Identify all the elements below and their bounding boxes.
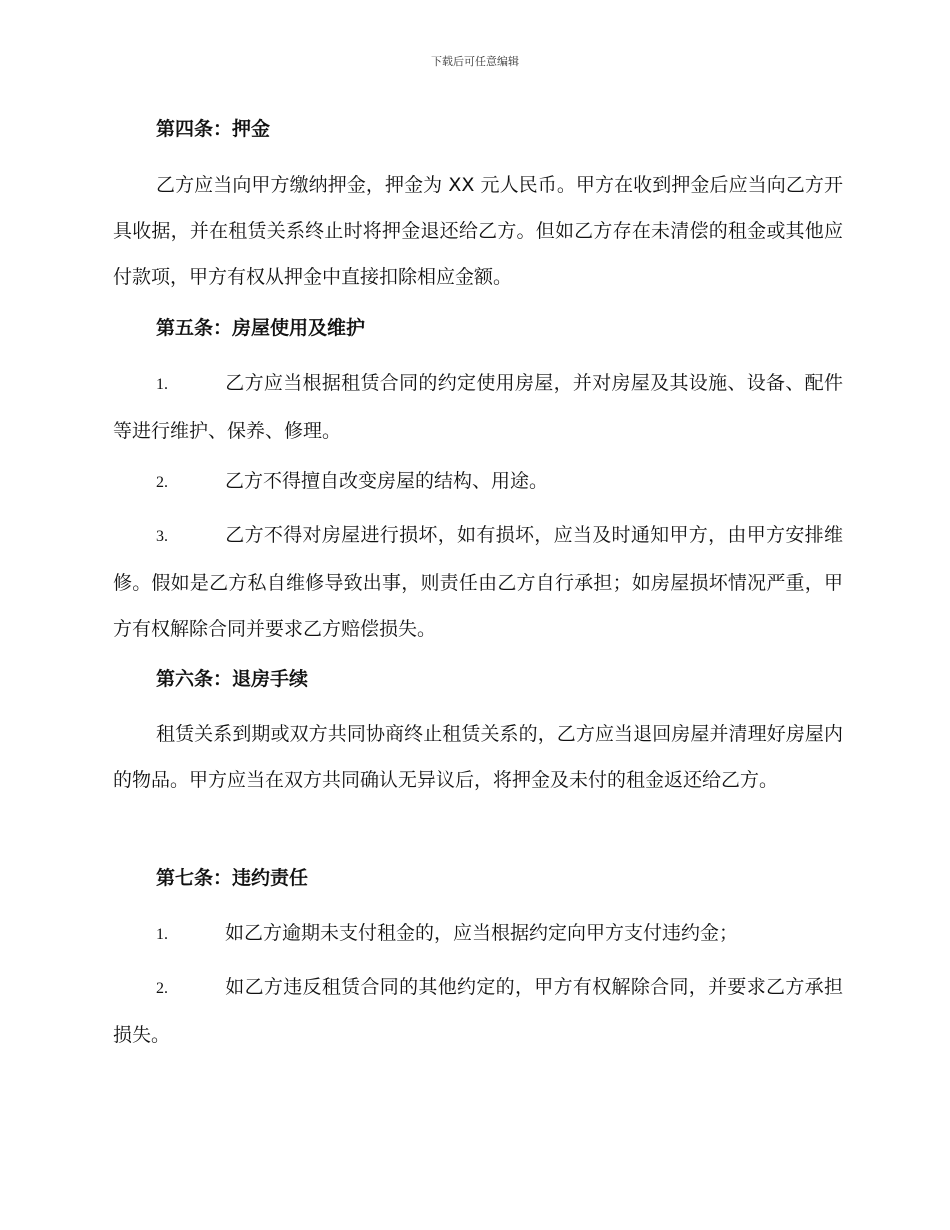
section-6-title-wrap [113, 665, 843, 693]
section-7-title: 第七条：违约责任 [156, 867, 309, 889]
section-6-title: 第六条：退房手续 [156, 668, 309, 690]
section-4-title-wrap [113, 115, 843, 143]
section-7-title-wrap [113, 864, 843, 892]
section-5-item-1 [113, 360, 843, 454]
page-header: 下载后可任意编辑 [431, 55, 519, 68]
list-number: 1. [156, 926, 168, 943]
section-5-item-2 [113, 458, 843, 506]
list-item-text: 乙方不得擅自改变房屋的结构、用途。 [225, 470, 549, 492]
section-5-title: 第五条：房屋使用及维护 [156, 317, 366, 339]
section-7-item-1 [113, 910, 843, 958]
section-4-body-wrap [113, 162, 843, 300]
section-4-body: 乙方应当向甲方缴纳押金，押金为 XX 元人民币。甲方在收到押金后应当向乙方开具收据，并在租赁关系终止时将押金退还给乙方。但如乙方存在未清偿的租金或其他应付款项，甲方有权从押金中直接扣除相应金额。 [113, 174, 843, 288]
list-number: 2. [156, 474, 168, 491]
section-7-item-2 [113, 964, 843, 1058]
list-number: 2. [156, 980, 168, 997]
section-5-item-3 [113, 512, 843, 652]
list-item-text: 如乙方违反租赁合同的其他约定的，甲方有权解除合同，并要求乙方承担损失。 [113, 976, 843, 1046]
list-number: 3. [156, 528, 168, 545]
list-number: 1. [156, 376, 168, 393]
section-6-body-wrap [113, 711, 843, 803]
list-item-text: 乙方应当根据租赁合同的约定使用房屋，并对房屋及其设施、设备、配件等进行维护、保养、修理。 [113, 372, 843, 442]
list-item-text: 乙方不得对房屋进行损坏，如有损坏，应当及时通知甲方，由甲方安排维修。假如是乙方私自维修导致出事，则责任由乙方自行承担；如房屋损坏情况严重，甲方有权解除合同并要求乙方赔偿损失。 [113, 524, 843, 640]
list-item-text: 如乙方逾期未支付租金的，应当根据约定向甲方支付违约金； [225, 922, 739, 944]
section-4-title: 第四条：押金 [156, 118, 271, 140]
section-5-title-wrap [113, 314, 843, 342]
section-6-body: 租赁关系到期或双方共同协商终止租赁关系的，乙方应当退回房屋并清理好房屋内的物品。甲方应当在双方共同确认无异议后，将押金及未付的租金返还给乙方。 [113, 723, 843, 791]
